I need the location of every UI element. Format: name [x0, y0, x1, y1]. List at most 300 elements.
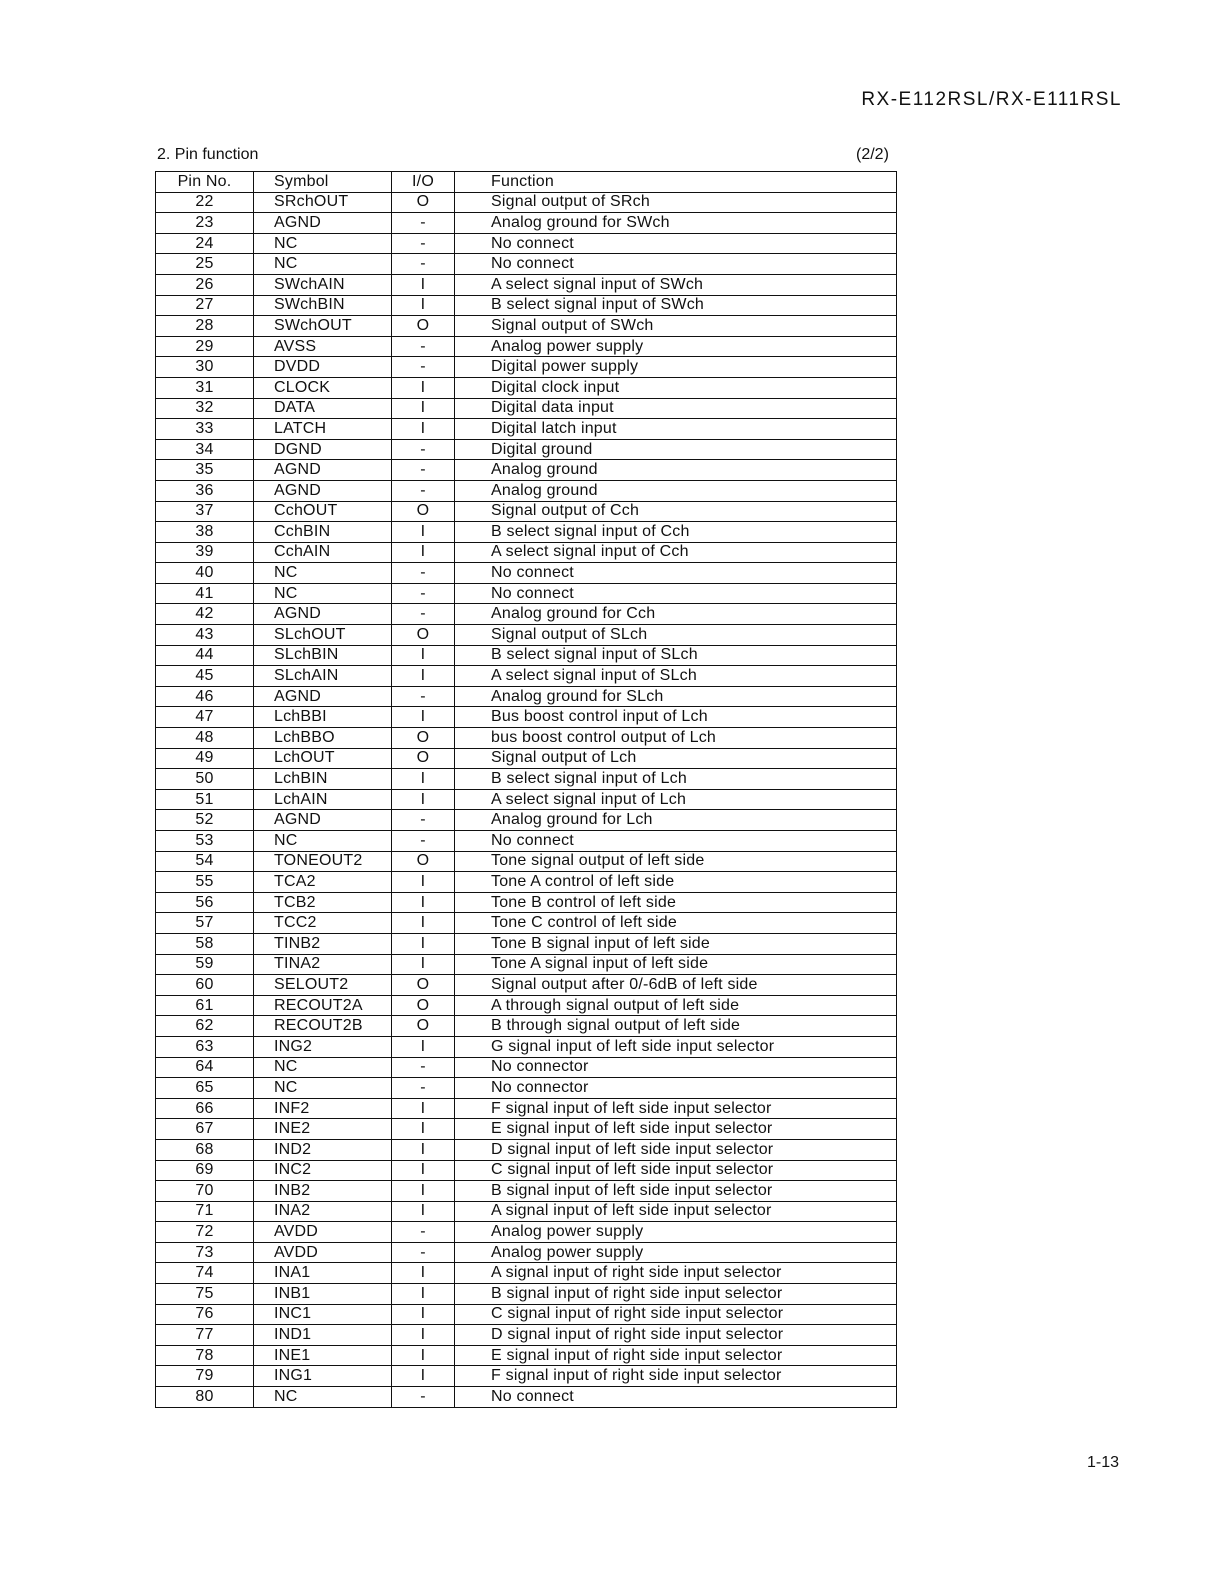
function-cell: Bus boost control input of Lch — [455, 707, 897, 728]
symbol-cell: SRchOUT — [254, 192, 392, 213]
function-cell: No connect — [455, 1387, 897, 1408]
io-cell: I — [392, 522, 455, 543]
io-cell: - — [392, 357, 455, 378]
table-row — [156, 1181, 897, 1202]
function-cell: Signal output after 0/-6dB of left side — [455, 975, 897, 996]
io-cell: O — [392, 728, 455, 749]
pin-number-cell: 44 — [156, 645, 254, 666]
function-cell: A select signal input of SLch — [455, 666, 897, 687]
pin-number-cell: 61 — [156, 995, 254, 1016]
symbol-cell: AGND — [254, 213, 392, 234]
function-cell: F signal input of left side input selector — [455, 1098, 897, 1119]
io-cell: - — [392, 563, 455, 584]
symbol-cell: NC — [254, 583, 392, 604]
io-cell: - — [392, 213, 455, 234]
table-row — [156, 851, 897, 872]
pin-number-cell: 28 — [156, 316, 254, 337]
table-row — [156, 213, 897, 234]
io-cell: - — [392, 1057, 455, 1078]
symbol-cell: RECOUT2A — [254, 995, 392, 1016]
io-cell: I — [392, 666, 455, 687]
table-row — [156, 666, 897, 687]
pin-function-table — [155, 171, 897, 1408]
table-row — [156, 542, 897, 563]
pin-number-cell: 73 — [156, 1242, 254, 1263]
table-row — [156, 192, 897, 213]
pin-number-cell: 51 — [156, 789, 254, 810]
pin-number-cell: 40 — [156, 563, 254, 584]
io-cell: I — [392, 1098, 455, 1119]
function-cell: Digital power supply — [455, 357, 897, 378]
io-cell: I — [392, 398, 455, 419]
table-row — [156, 1119, 897, 1140]
table-row — [156, 686, 897, 707]
pin-number-cell: 30 — [156, 357, 254, 378]
pin-number-cell: 75 — [156, 1284, 254, 1305]
table-row — [156, 1263, 897, 1284]
pin-number-cell: 58 — [156, 933, 254, 954]
symbol-cell: INC1 — [254, 1304, 392, 1325]
pin-number-cell: 38 — [156, 522, 254, 543]
function-cell: bus boost control output of Lch — [455, 728, 897, 749]
symbol-cell: CLOCK — [254, 377, 392, 398]
io-cell: - — [392, 1222, 455, 1243]
io-cell: I — [392, 933, 455, 954]
io-cell: I — [392, 1139, 455, 1160]
function-cell: Analog ground for SLch — [455, 686, 897, 707]
column-header-pin-no: Pin No. — [156, 172, 254, 193]
io-cell: - — [392, 254, 455, 275]
table-row — [156, 728, 897, 749]
table-row — [156, 645, 897, 666]
symbol-cell: NC — [254, 1078, 392, 1099]
symbol-cell: SLchAIN — [254, 666, 392, 687]
pin-number-cell: 63 — [156, 1036, 254, 1057]
table-row — [156, 1325, 897, 1346]
symbol-cell: INA1 — [254, 1263, 392, 1284]
function-cell: Analog ground for SWch — [455, 213, 897, 234]
table-row — [156, 625, 897, 646]
symbol-cell: CchAIN — [254, 542, 392, 563]
function-cell: A select signal input of Lch — [455, 789, 897, 810]
pin-number-cell: 68 — [156, 1139, 254, 1160]
pin-number-cell: 57 — [156, 913, 254, 934]
symbol-cell: CchOUT — [254, 501, 392, 522]
column-header-io: I/O — [392, 172, 455, 193]
symbol-cell: LchBBI — [254, 707, 392, 728]
symbol-cell: LchBBO — [254, 728, 392, 749]
table-row — [156, 1304, 897, 1325]
symbol-cell: ING1 — [254, 1366, 392, 1387]
table-row — [156, 913, 897, 934]
io-cell: I — [392, 295, 455, 316]
pin-number-cell: 54 — [156, 851, 254, 872]
pin-number-cell: 59 — [156, 954, 254, 975]
function-cell: Digital ground — [455, 439, 897, 460]
pin-number-cell: 80 — [156, 1387, 254, 1408]
symbol-cell: NC — [254, 1057, 392, 1078]
pin-number-cell: 56 — [156, 892, 254, 913]
io-cell: I — [392, 1284, 455, 1305]
io-cell: - — [392, 1078, 455, 1099]
io-cell: I — [392, 1036, 455, 1057]
pin-number-cell: 31 — [156, 377, 254, 398]
function-cell: Analog power supply — [455, 336, 897, 357]
pin-number-cell: 37 — [156, 501, 254, 522]
table-row — [156, 295, 897, 316]
table-row — [156, 707, 897, 728]
pin-number-cell: 55 — [156, 872, 254, 893]
pin-number-cell: 76 — [156, 1304, 254, 1325]
pin-number-cell: 69 — [156, 1160, 254, 1181]
pin-number-cell: 43 — [156, 625, 254, 646]
table-row — [156, 1242, 897, 1263]
io-cell: O — [392, 192, 455, 213]
symbol-cell: CchBIN — [254, 522, 392, 543]
io-cell: - — [392, 336, 455, 357]
function-cell: Signal output of Cch — [455, 501, 897, 522]
table-row — [156, 810, 897, 831]
table-row — [156, 316, 897, 337]
io-cell: O — [392, 1016, 455, 1037]
symbol-cell: AGND — [254, 460, 392, 481]
io-cell: - — [392, 460, 455, 481]
symbol-cell: NC — [254, 254, 392, 275]
function-cell: Tone signal output of left side — [455, 851, 897, 872]
symbol-cell: LchBIN — [254, 769, 392, 790]
pin-number-cell: 79 — [156, 1366, 254, 1387]
function-cell: A signal input of left side input selector — [455, 1201, 897, 1222]
pin-number-cell: 64 — [156, 1057, 254, 1078]
function-cell: D signal input of right side input selector — [455, 1325, 897, 1346]
function-cell: E signal input of left side input selector — [455, 1119, 897, 1140]
symbol-cell: DGND — [254, 439, 392, 460]
symbol-cell: NC — [254, 563, 392, 584]
page-number: 1-13 — [1087, 1454, 1120, 1471]
pin-number-cell: 74 — [156, 1263, 254, 1284]
io-cell: I — [392, 274, 455, 295]
function-cell: Digital latch input — [455, 419, 897, 440]
table-row — [156, 1366, 897, 1387]
pin-number-cell: 39 — [156, 542, 254, 563]
function-cell: B signal input of left side input selector — [455, 1181, 897, 1202]
io-cell: - — [392, 1387, 455, 1408]
table-row — [156, 769, 897, 790]
io-cell: O — [392, 625, 455, 646]
io-cell: I — [392, 645, 455, 666]
table-row — [156, 1057, 897, 1078]
table-row — [156, 439, 897, 460]
function-cell: F signal input of right side input selector — [455, 1366, 897, 1387]
function-cell: B select signal input of Cch — [455, 522, 897, 543]
symbol-cell: INF2 — [254, 1098, 392, 1119]
table-row — [156, 583, 897, 604]
symbol-cell: INE2 — [254, 1119, 392, 1140]
io-cell: O — [392, 501, 455, 522]
pin-number-cell: 48 — [156, 728, 254, 749]
column-header-symbol: Symbol — [254, 172, 392, 193]
function-cell: Signal output of SWch — [455, 316, 897, 337]
table-row — [156, 501, 897, 522]
table-row — [156, 933, 897, 954]
function-cell: B through signal output of left side — [455, 1016, 897, 1037]
io-cell: - — [392, 439, 455, 460]
function-cell: D signal input of left side input selector — [455, 1139, 897, 1160]
io-cell: I — [392, 892, 455, 913]
io-cell: I — [392, 789, 455, 810]
column-header-function: Function — [455, 172, 897, 193]
io-cell: I — [392, 872, 455, 893]
symbol-cell: TINA2 — [254, 954, 392, 975]
section-title: 2. Pin function — [157, 146, 259, 163]
function-cell: B signal input of right side input selector — [455, 1284, 897, 1305]
function-cell: No connect — [455, 563, 897, 584]
table-row — [156, 995, 897, 1016]
table-row — [156, 254, 897, 275]
symbol-cell: INB1 — [254, 1284, 392, 1305]
function-cell: No connector — [455, 1057, 897, 1078]
pin-number-cell: 53 — [156, 831, 254, 852]
io-cell: I — [392, 1263, 455, 1284]
symbol-cell: RECOUT2B — [254, 1016, 392, 1037]
symbol-cell: SLchBIN — [254, 645, 392, 666]
symbol-cell: AVDD — [254, 1242, 392, 1263]
symbol-cell: TCA2 — [254, 872, 392, 893]
function-cell: Tone A control of left side — [455, 872, 897, 893]
io-cell: - — [392, 686, 455, 707]
pin-number-cell: 50 — [156, 769, 254, 790]
function-cell: Signal output of Lch — [455, 748, 897, 769]
io-cell: - — [392, 480, 455, 501]
function-cell: Analog power supply — [455, 1242, 897, 1263]
table-row — [156, 1036, 897, 1057]
table-row — [156, 274, 897, 295]
table-row — [156, 233, 897, 254]
table-row — [156, 789, 897, 810]
function-cell: Analog power supply — [455, 1222, 897, 1243]
function-cell: Analog ground — [455, 480, 897, 501]
pin-number-cell: 65 — [156, 1078, 254, 1099]
function-cell: A select signal input of Cch — [455, 542, 897, 563]
io-cell: - — [392, 604, 455, 625]
function-cell: A select signal input of SWch — [455, 274, 897, 295]
pin-number-cell: 29 — [156, 336, 254, 357]
table-row — [156, 336, 897, 357]
io-cell: I — [392, 1201, 455, 1222]
table-row — [156, 1387, 897, 1408]
table-row — [156, 563, 897, 584]
io-cell: I — [392, 707, 455, 728]
pin-number-cell: 23 — [156, 213, 254, 234]
io-cell: - — [392, 233, 455, 254]
symbol-cell: NC — [254, 233, 392, 254]
pin-number-cell: 60 — [156, 975, 254, 996]
pin-number-cell: 27 — [156, 295, 254, 316]
symbol-cell: LchOUT — [254, 748, 392, 769]
pin-number-cell: 24 — [156, 233, 254, 254]
pin-number-cell: 52 — [156, 810, 254, 831]
symbol-cell: INE1 — [254, 1345, 392, 1366]
function-cell: No connect — [455, 583, 897, 604]
pin-number-cell: 78 — [156, 1345, 254, 1366]
pin-number-cell: 41 — [156, 583, 254, 604]
io-cell: I — [392, 542, 455, 563]
symbol-cell: TCC2 — [254, 913, 392, 934]
function-cell: Digital data input — [455, 398, 897, 419]
symbol-cell: SWchAIN — [254, 274, 392, 295]
function-cell: G signal input of left side input selector — [455, 1036, 897, 1057]
pin-number-cell: 45 — [156, 666, 254, 687]
table-row — [156, 975, 897, 996]
function-cell: A through signal output of left side — [455, 995, 897, 1016]
pin-number-cell: 36 — [156, 480, 254, 501]
symbol-cell: TINB2 — [254, 933, 392, 954]
symbol-cell: LchAIN — [254, 789, 392, 810]
table-body — [156, 192, 897, 1407]
pin-number-cell: 62 — [156, 1016, 254, 1037]
table-row — [156, 460, 897, 481]
symbol-cell: LATCH — [254, 419, 392, 440]
symbol-cell: INA2 — [254, 1201, 392, 1222]
function-cell: No connect — [455, 233, 897, 254]
table-row — [156, 1160, 897, 1181]
table-row — [156, 1222, 897, 1243]
table-row — [156, 419, 897, 440]
pin-number-cell: 47 — [156, 707, 254, 728]
symbol-cell: INC2 — [254, 1160, 392, 1181]
symbol-cell: TCB2 — [254, 892, 392, 913]
io-cell: I — [392, 1325, 455, 1346]
symbol-cell: SELOUT2 — [254, 975, 392, 996]
table-row — [156, 954, 897, 975]
io-cell: I — [392, 1160, 455, 1181]
pin-number-cell: 34 — [156, 439, 254, 460]
function-cell: No connector — [455, 1078, 897, 1099]
table-row — [156, 872, 897, 893]
symbol-cell: AVSS — [254, 336, 392, 357]
symbol-cell: IND2 — [254, 1139, 392, 1160]
symbol-cell: SWchOUT — [254, 316, 392, 337]
io-cell: I — [392, 913, 455, 934]
io-cell: O — [392, 316, 455, 337]
io-cell: I — [392, 1366, 455, 1387]
io-cell: - — [392, 810, 455, 831]
table-row — [156, 1078, 897, 1099]
table-row — [156, 1201, 897, 1222]
model-number: RX-E112RSL/RX-E111RSL — [861, 89, 1122, 110]
table-header-row — [156, 172, 897, 193]
symbol-cell: TONEOUT2 — [254, 851, 392, 872]
symbol-cell: SWchBIN — [254, 295, 392, 316]
function-cell: Tone A signal input of left side — [455, 954, 897, 975]
symbol-cell: AGND — [254, 604, 392, 625]
function-cell: Analog ground for Lch — [455, 810, 897, 831]
table-row — [156, 1098, 897, 1119]
table-row — [156, 1284, 897, 1305]
pin-number-cell: 26 — [156, 274, 254, 295]
table-row — [156, 748, 897, 769]
function-cell: No connect — [455, 254, 897, 275]
symbol-cell: IND1 — [254, 1325, 392, 1346]
io-cell: - — [392, 583, 455, 604]
symbol-cell: AGND — [254, 480, 392, 501]
io-cell: I — [392, 1181, 455, 1202]
function-cell: C signal input of right side input selector — [455, 1304, 897, 1325]
table-row — [156, 831, 897, 852]
io-cell: - — [392, 831, 455, 852]
io-cell: O — [392, 975, 455, 996]
pin-number-cell: 25 — [156, 254, 254, 275]
symbol-cell: NC — [254, 831, 392, 852]
pin-number-cell: 35 — [156, 460, 254, 481]
function-cell: A signal input of right side input selector — [455, 1263, 897, 1284]
pin-number-cell: 46 — [156, 686, 254, 707]
table-row — [156, 377, 897, 398]
pin-number-cell: 22 — [156, 192, 254, 213]
function-cell: Tone B control of left side — [455, 892, 897, 913]
table-row — [156, 892, 897, 913]
io-cell: O — [392, 748, 455, 769]
io-cell: O — [392, 995, 455, 1016]
function-cell: B select signal input of Lch — [455, 769, 897, 790]
pin-number-cell: 71 — [156, 1201, 254, 1222]
table-row — [156, 604, 897, 625]
pin-number-cell: 42 — [156, 604, 254, 625]
symbol-cell: AGND — [254, 810, 392, 831]
symbol-cell: AGND — [254, 686, 392, 707]
symbol-cell: ING2 — [254, 1036, 392, 1057]
symbol-cell: AVDD — [254, 1222, 392, 1243]
io-cell: I — [392, 377, 455, 398]
symbol-cell: NC — [254, 1387, 392, 1408]
function-cell: Analog ground for Cch — [455, 604, 897, 625]
table-row — [156, 357, 897, 378]
table-row — [156, 1016, 897, 1037]
io-cell: I — [392, 1119, 455, 1140]
io-cell: I — [392, 1345, 455, 1366]
pin-number-cell: 32 — [156, 398, 254, 419]
io-cell: I — [392, 419, 455, 440]
function-cell: B select signal input of SWch — [455, 295, 897, 316]
io-cell: O — [392, 851, 455, 872]
function-cell: Analog ground — [455, 460, 897, 481]
symbol-cell: SLchOUT — [254, 625, 392, 646]
pin-number-cell: 77 — [156, 1325, 254, 1346]
pin-number-cell: 66 — [156, 1098, 254, 1119]
page-indicator: (2/2) — [856, 146, 889, 163]
pin-number-cell: 49 — [156, 748, 254, 769]
function-cell: Signal output of SLch — [455, 625, 897, 646]
pin-number-cell: 70 — [156, 1181, 254, 1202]
symbol-cell: DATA — [254, 398, 392, 419]
function-cell: B select signal input of SLch — [455, 645, 897, 666]
pin-number-cell: 67 — [156, 1119, 254, 1140]
io-cell: I — [392, 954, 455, 975]
io-cell: I — [392, 1304, 455, 1325]
function-cell: C signal input of left side input selector — [455, 1160, 897, 1181]
symbol-cell: DVDD — [254, 357, 392, 378]
function-cell: No connect — [455, 831, 897, 852]
function-cell: Tone C control of left side — [455, 913, 897, 934]
function-cell: Digital clock input — [455, 377, 897, 398]
function-cell: Signal output of SRch — [455, 192, 897, 213]
io-cell: - — [392, 1242, 455, 1263]
symbol-cell: INB2 — [254, 1181, 392, 1202]
io-cell: I — [392, 769, 455, 790]
function-cell: Tone B signal input of left side — [455, 933, 897, 954]
table-row — [156, 1345, 897, 1366]
pin-number-cell: 72 — [156, 1222, 254, 1243]
